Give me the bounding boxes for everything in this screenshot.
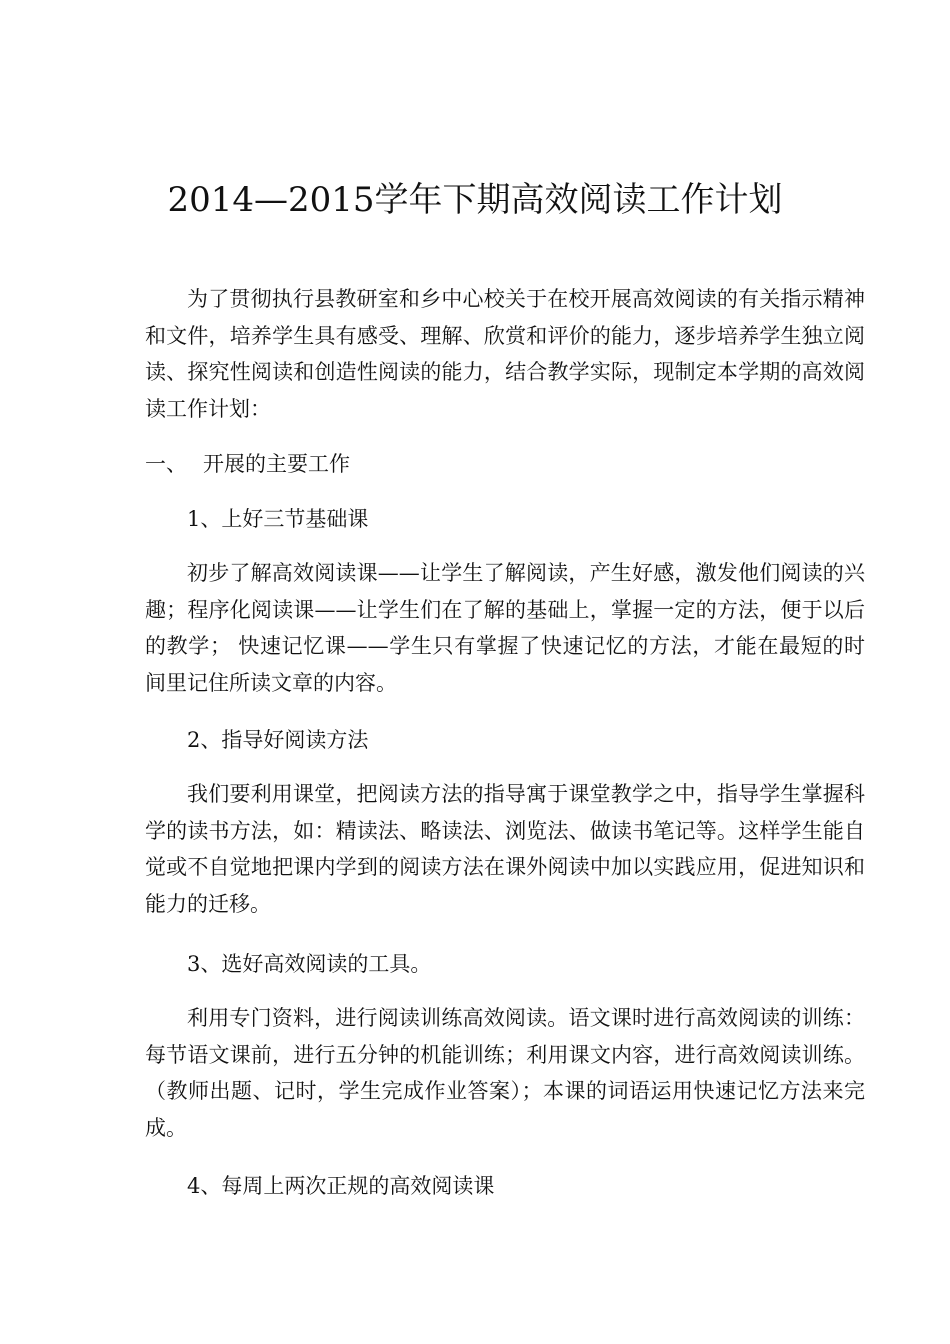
item-heading-3: 3、选好高效阅读的工具。 (187, 952, 432, 976)
item-text-3: 利用专门资料，进行阅读训练高效阅读。语文课时进行高效阅读的训练：每节语文课前，进行五分钟的机能训练；利用课文内容，进行高效阅读训练。（教师出题、记时，学生完成作业答案）；本课的词语运用快速记忆方法来完成。 (145, 1006, 865, 1140)
item-heading-2: 2、指导好阅读方法 (187, 728, 369, 752)
item-heading-1: 1、上好三节基础课 (187, 507, 369, 531)
section-number: 一、 (145, 452, 187, 476)
item-text-1: 初步了解高效阅读课——让学生了解阅读，产生好感，激发他们阅读的兴趣；程序化阅读课——让学生们在了解的基础上，掌握一定的方法，便于以后的教学； 快速记忆课——学生只有掌握了快速记忆的方法，才能在最短的时间里记住所读文章的内容。 (145, 561, 865, 695)
item-paragraph-2 (145, 776, 865, 922)
intro-paragraph (145, 281, 865, 427)
item-text-2: 我们要利用课堂，把阅读方法的指导寓于课堂教学之中，指导学生掌握科学的读书方法，如：精读法、略读法、浏览法、做读书笔记等。这样学生能自觉或不自觉地把课内学到的阅读方法在课外阅读中加以实践应用，促进知识和能力的迁移。 (145, 782, 865, 916)
section-heading-text: 开展的主要工作 (203, 452, 350, 476)
item-heading-4: 4、每周上两次正规的高效阅读课 (187, 1174, 495, 1198)
item-paragraph-3 (145, 1000, 865, 1146)
item-paragraph-1 (145, 555, 865, 701)
section-heading (145, 446, 350, 482)
intro-text: 为了贯彻执行县教研室和乡中心校关于在校开展高效阅读的有关指示精神和文件，培养学生具有感受、理解、欣赏和评价的能力，逐步培养学生独立阅读、探究性阅读和创造性阅读的能力，结合教学实际，现制定本学期的高效阅读工作计划： (145, 287, 865, 421)
document-title: 2014—2015学年下期高效阅读工作计划 (167, 180, 783, 220)
